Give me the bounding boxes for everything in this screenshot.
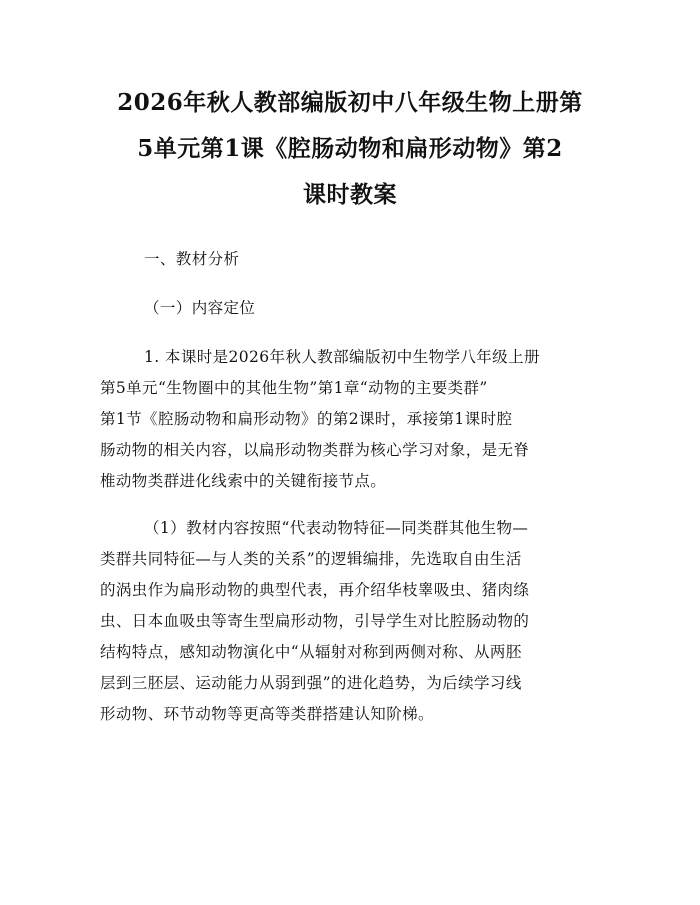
paragraph-line: 的涡虫作为扁形动物的典型代表，再介绍华枝睾吸虫、猪肉绦 [100, 581, 530, 599]
title-line: 5单元第1课《腔肠动物和扁形动物》第2 [137, 135, 563, 162]
subsection-heading: （一）内容定位 [144, 299, 256, 317]
paragraph-line: 类群共同特征—与人类的关系”的逻辑编排，先选取自由生活 [100, 550, 522, 568]
paragraph-line: 椎动物类群进化线索中的关键衔接节点。 [100, 472, 387, 490]
document-title [100, 0, 600, 218]
title-line: 2026年秋人教部编版初中八年级生物上册第 [117, 89, 583, 116]
paragraph-content-arrangement [100, 513, 600, 730]
paragraph-line: 第1节《腔肠动物和扁形动物》的第2课时，承接第1课时腔 [100, 410, 513, 428]
paragraph-line: 层到三胚层、运动能力从弱到强”的进化趋势，为后续学习线 [100, 674, 522, 692]
paragraph-line: 第5单元“生物圈中的其他生物”第1章“动物的主要类群” [100, 379, 488, 397]
paragraph-content-position [100, 342, 600, 497]
paragraph-line: 肠动物的相关内容，以扁形动物类群为核心学习对象，是无脊 [100, 441, 530, 459]
paragraph-line: 1. 本课时是2026年秋人教部编版初中生物学八年级上册 [144, 348, 540, 366]
document-body [100, 244, 600, 730]
paragraph-line: 虫、日本血吸虫等寄生型扁形动物，引导学生对比腔肠动物的 [100, 612, 530, 630]
paragraph-line: 形动物、环节动物等更高等类群搭建认知阶梯。 [100, 705, 434, 723]
paragraph-line: 结构特点，感知动物演化中“从辐射对称到两侧对称、从两胚 [100, 643, 522, 661]
title-line: 课时教案 [303, 181, 397, 208]
paragraph-line: （1）教材内容按照“代表动物特征—同类群其他生物— [144, 519, 529, 537]
section-heading: 一、教材分析 [144, 250, 240, 268]
